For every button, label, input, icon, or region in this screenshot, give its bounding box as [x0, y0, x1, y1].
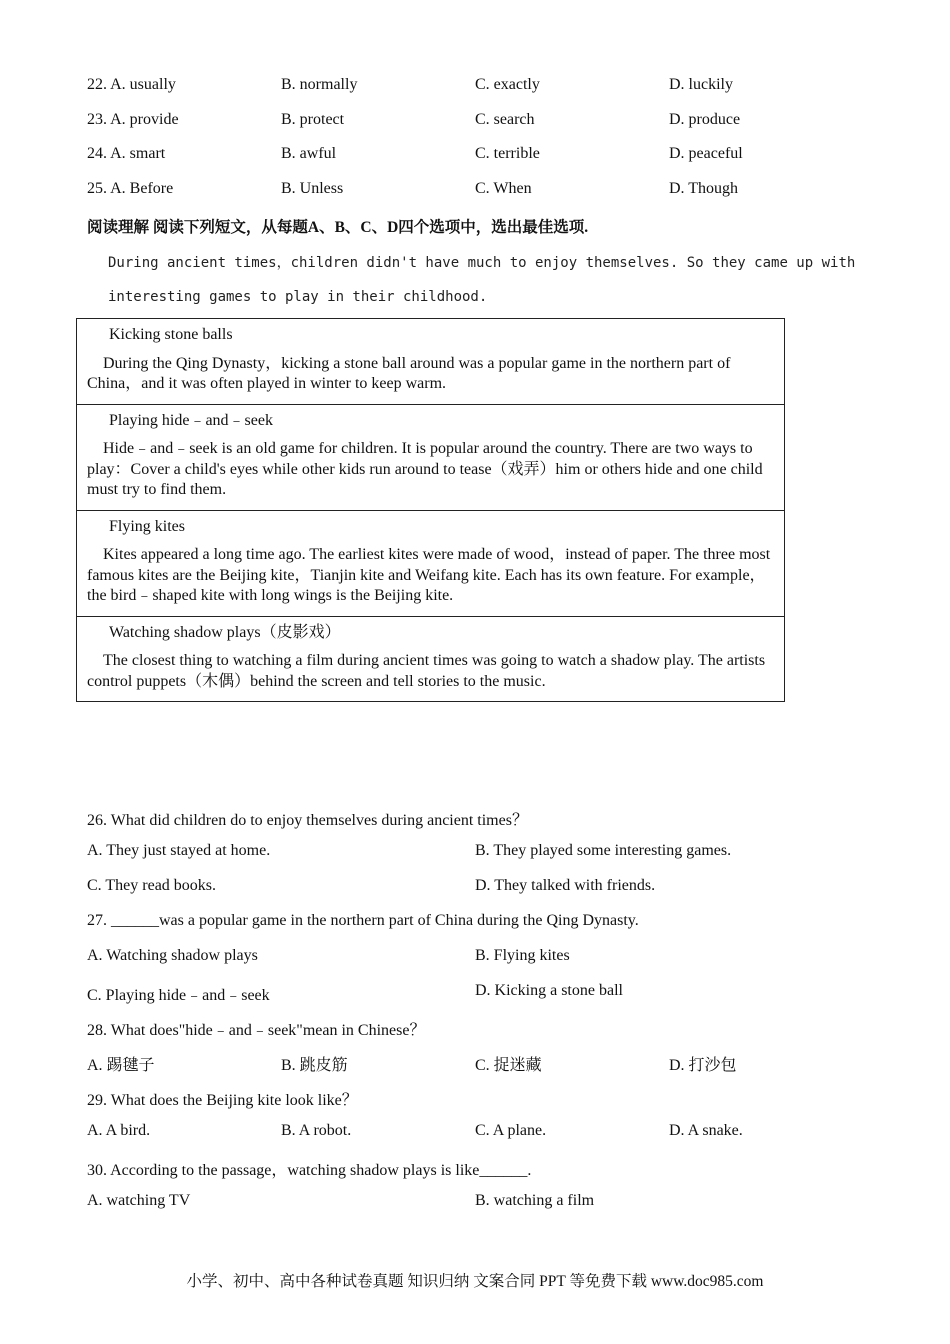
- option-22-a: 22. A. usually: [87, 76, 176, 93]
- game-title: Playing hide﹣and﹣seek: [109, 411, 273, 429]
- question-27-stem: 27. ______was a popular game in the northern part of China during the Qing Dynasty.: [87, 912, 639, 929]
- option-24-d: D. peaceful: [669, 145, 743, 162]
- game-cell-flying-kites: [77, 510, 784, 616]
- options-row-23: [87, 111, 867, 133]
- options-row-24: [87, 145, 867, 167]
- option-25-d: D. Though: [669, 180, 739, 197]
- question-26-stem: 26. What did children do to enjoy themselves during ancient times？: [87, 812, 528, 829]
- q27-option-c: C. Playing hide﹣and﹣seek: [87, 987, 270, 1004]
- games-table: [76, 318, 785, 702]
- q27-option-d: D. Kicking a stone ball: [475, 982, 623, 999]
- q30-option-b: B. watching a film: [475, 1192, 595, 1209]
- option-24-a: 24. A. smart: [87, 145, 166, 162]
- question-28-options: [87, 1052, 867, 1074]
- q28-option-b: B. 跳皮筋: [281, 1057, 348, 1074]
- options-row-25: [87, 180, 867, 202]
- q26-option-a: A. They just stayed at home.: [87, 842, 271, 859]
- game-title: Watching shadow plays（皮影戏）: [109, 623, 341, 641]
- intro-line-2: interesting games to play in their childhood.: [108, 289, 488, 305]
- q26-option-b: B. They played some interesting games.: [475, 842, 732, 859]
- question-29-stem: 29. What does the Beijing kite look like？: [87, 1092, 358, 1109]
- option-22-d: D. luckily: [669, 76, 733, 93]
- game-text: Kites appeared a long time ago. The earliest kites were made of wood，instead of paper. The three most famous kites are the Beijing kite，Tianjin kite and Weifang kite. Each has its own feature. For example，the bird﹣shaped kite with long wings is the Beijing kite.: [87, 546, 771, 604]
- question-27-options-ab: [87, 947, 867, 969]
- q28-option-a: A. 踢毽子: [87, 1057, 155, 1074]
- option-24-c: C. terrible: [475, 145, 540, 162]
- q28-option-c: C. 捉迷藏: [475, 1057, 542, 1074]
- game-cell-hide-and-seek: [77, 404, 784, 510]
- game-text: Hide﹣and﹣seek is an old game for children. It is popular around the country. There are two ways to play：Cover a child's eyes while other kids run around to tease（戏弄）him or others hide and one child must try to find them.: [87, 440, 763, 498]
- question-27-options-cd: [87, 982, 867, 1004]
- option-22-c: C. exactly: [475, 76, 540, 93]
- game-title: Flying kites: [109, 517, 186, 535]
- q26-option-c: C. They read books.: [87, 877, 217, 894]
- option-23-c: C. search: [475, 111, 535, 128]
- game-title: Kicking stone balls: [109, 326, 233, 343]
- option-25-c: C. When: [475, 180, 532, 197]
- question-30-options-ab: [87, 1192, 867, 1214]
- game-text: During the Qing Dynasty，kicking a stone ball around was a popular game in the northern part of China，and it was often played in winter to keep warm.: [87, 354, 731, 392]
- game-cell-shadow-plays: [77, 616, 784, 702]
- section-title: 阅读理解 阅读下列短文，从每题A、B、C、D四个选项中，选出最佳选项.: [87, 219, 589, 236]
- footer-watermark: 小学、初中、高中各种试卷真题 知识归纳 文案合同 PPT 等免费下载 www.doc985.com: [186, 1273, 764, 1290]
- option-22-b: B. normally: [281, 76, 358, 93]
- q27-option-a: A. Watching shadow plays: [87, 947, 258, 964]
- option-23-a: 23. A. provide: [87, 111, 179, 128]
- question-28-stem: 28. What does"hide﹣and﹣seek"mean in Chinese？: [87, 1022, 426, 1039]
- q29-option-d: D. A snake.: [669, 1122, 743, 1139]
- game-text: The closest thing to watching a film during ancient times was going to watch a shadow play. The artists control puppets（木偶）behind the screen and tell stories to the music.: [87, 652, 766, 690]
- option-23-b: B. protect: [281, 111, 345, 128]
- question-26-options-ab: [87, 842, 867, 864]
- game-cell-kicking-stone-balls: [77, 319, 784, 404]
- option-25-b: B. Unless: [281, 180, 344, 197]
- q28-option-d: D. 打沙包: [669, 1057, 737, 1074]
- option-25-a: 25. A. Before: [87, 180, 174, 197]
- question-26-options-cd: [87, 877, 867, 899]
- question-29-options: [87, 1122, 867, 1144]
- q26-option-d: D. They talked with friends.: [475, 877, 656, 894]
- question-30-stem: 30. According to the passage，watching shadow plays is like______.: [87, 1162, 532, 1179]
- option-23-d: D. produce: [669, 111, 741, 128]
- q27-option-b: B. Flying kites: [475, 947, 570, 964]
- options-row-22: [87, 76, 867, 98]
- q29-option-b: B. A robot.: [281, 1122, 352, 1139]
- option-24-b: B. awful: [281, 145, 337, 162]
- intro-line-1: During ancient times，children didn't have much to enjoy themselves. So they came up with: [108, 255, 856, 271]
- q29-option-a: A. A bird.: [87, 1122, 151, 1139]
- q29-option-c: C. A plane.: [475, 1122, 547, 1139]
- q30-option-a: A. watching TV: [87, 1192, 191, 1209]
